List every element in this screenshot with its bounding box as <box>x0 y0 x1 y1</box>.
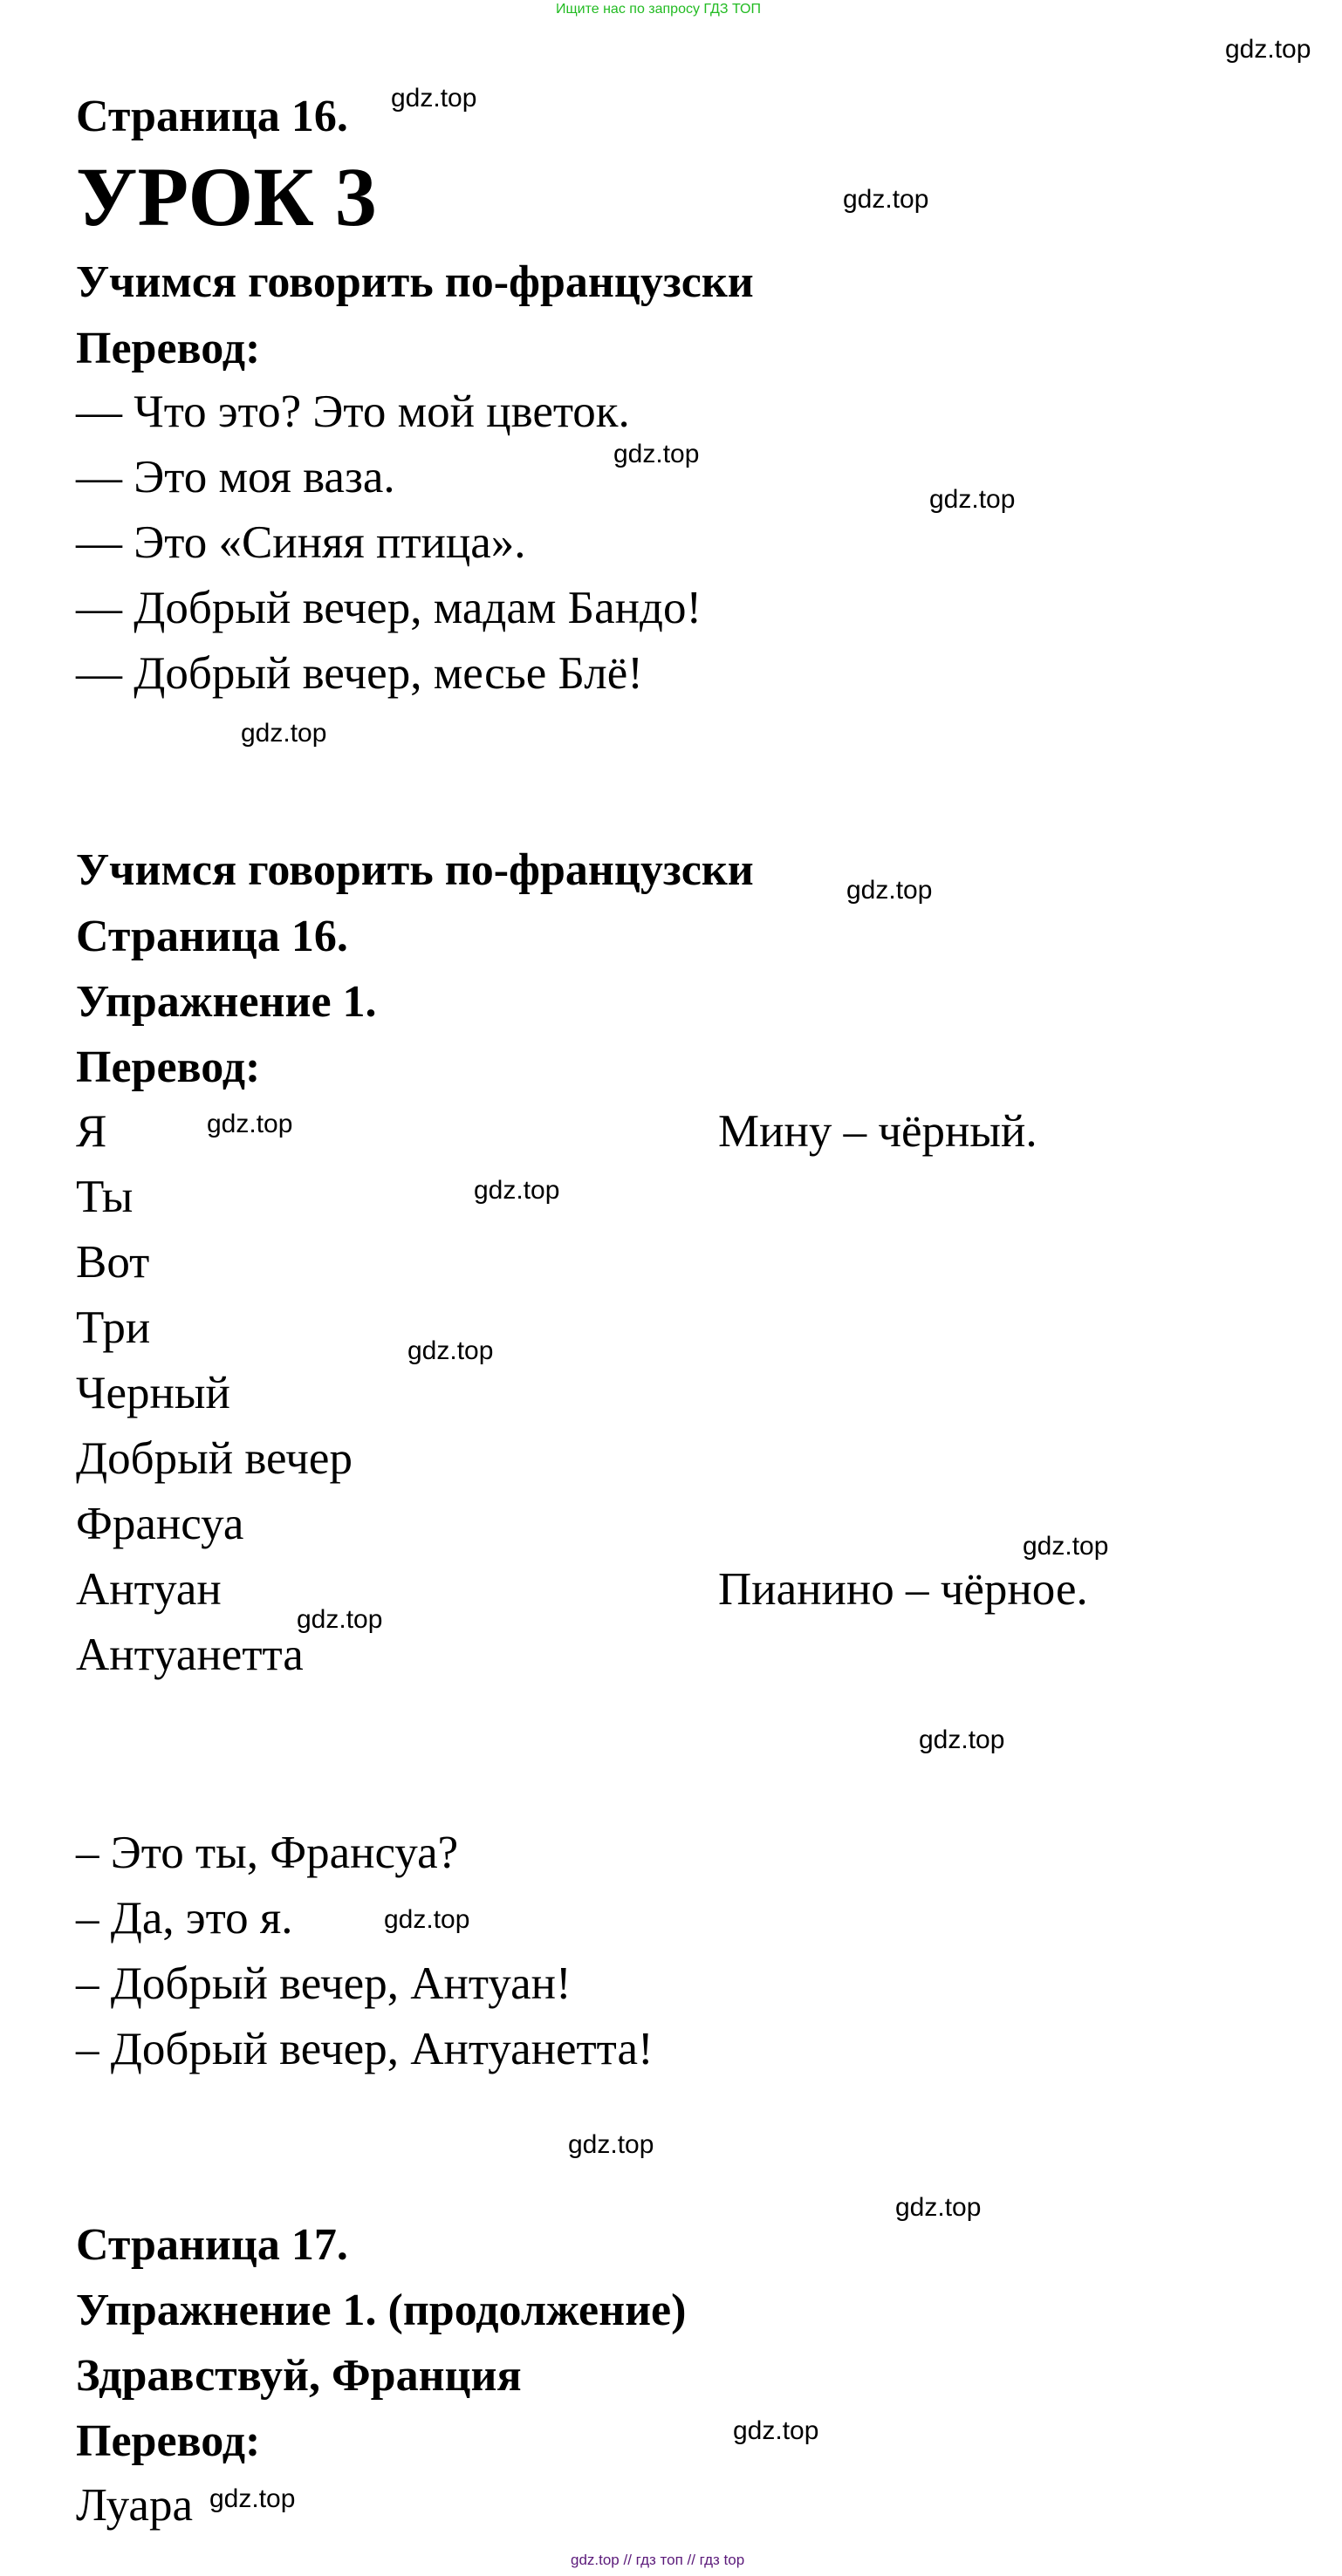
watermark: gdz.top <box>391 84 477 113</box>
watermark: gdz.top <box>846 876 933 905</box>
example-line: Мину – чёрный. <box>718 1106 1037 1157</box>
watermark: gdz.top <box>929 485 1016 514</box>
watermark: gdz.top <box>733 2416 819 2445</box>
lesson-title: УРОК 3 <box>76 150 377 243</box>
watermark: gdz.top <box>1225 35 1311 64</box>
watermark: gdz.top <box>241 719 327 748</box>
dialog-line: – Это ты, Франсуа? <box>76 1828 459 1878</box>
word-item: Три <box>76 1302 151 1353</box>
footer-links[interactable]: gdz.top // гдз топ // гдз top <box>571 2552 745 2568</box>
exercise-title: Упражнение 1. <box>76 977 377 1027</box>
watermark: gdz.top <box>297 1605 383 1634</box>
translation-line: — Это «Синяя птица». <box>76 517 526 568</box>
section-heading: Учимся говорить по-французски <box>76 845 754 895</box>
watermark: gdz.top <box>384 1905 470 1934</box>
word-item: Антуан <box>76 1564 222 1615</box>
section-heading: Здравствуй, Франция <box>76 2351 522 2401</box>
example-line: Пианино – чёрное. <box>718 1564 1088 1615</box>
translation-line: — Что это? Это мой цветок. <box>76 386 630 437</box>
top-banner: Ищите нас по запросу ГДЗ ТОП <box>556 2 761 17</box>
translation-line: — Это моя ваза. <box>76 452 395 502</box>
watermark: gdz.top <box>895 2193 982 2222</box>
watermark: gdz.top <box>474 1176 560 1205</box>
watermark: gdz.top <box>207 1110 293 1138</box>
word-item: Ты <box>76 1172 134 1222</box>
translation-label: Перевод: <box>76 2416 261 2466</box>
watermark: gdz.top <box>209 2484 296 2513</box>
word-item: Я <box>76 1106 107 1157</box>
translation-line: — Добрый вечер, мадам Бандо! <box>76 583 702 633</box>
word-item: Антуанетта <box>76 1630 304 1680</box>
dialog-line: – Добрый вечер, Антуанетта! <box>76 2024 654 2074</box>
translation-line: — Добрый вечер, месье Блё! <box>76 648 643 699</box>
word-item: Вот <box>76 1237 150 1288</box>
word-item: Черный <box>76 1368 230 1418</box>
watermark: gdz.top <box>613 440 700 468</box>
page-number: Страница 16. <box>76 912 348 961</box>
dialog-line: – Да, это я. <box>76 1893 293 1944</box>
watermark: gdz.top <box>919 1725 1005 1754</box>
word-item: Франсуа <box>76 1499 244 1549</box>
dialog-line: – Добрый вечер, Антуан! <box>76 1958 572 2009</box>
section-heading: Учимся говорить по-французски <box>76 257 754 307</box>
exercise-title: Упражнение 1. (продолжение) <box>76 2286 687 2335</box>
word-item: Добрый вечер <box>76 1433 353 1484</box>
translation-label: Перевод: <box>76 324 261 373</box>
watermark: gdz.top <box>1023 1532 1109 1561</box>
watermark: gdz.top <box>407 1336 494 1365</box>
page-number: Страница 16. <box>76 92 348 141</box>
watermark: gdz.top <box>568 2130 654 2159</box>
word-item: Луара <box>76 2480 193 2531</box>
watermark: gdz.top <box>843 185 929 214</box>
translation-label: Перевод: <box>76 1042 261 1092</box>
page-number: Страница 17. <box>76 2220 348 2270</box>
